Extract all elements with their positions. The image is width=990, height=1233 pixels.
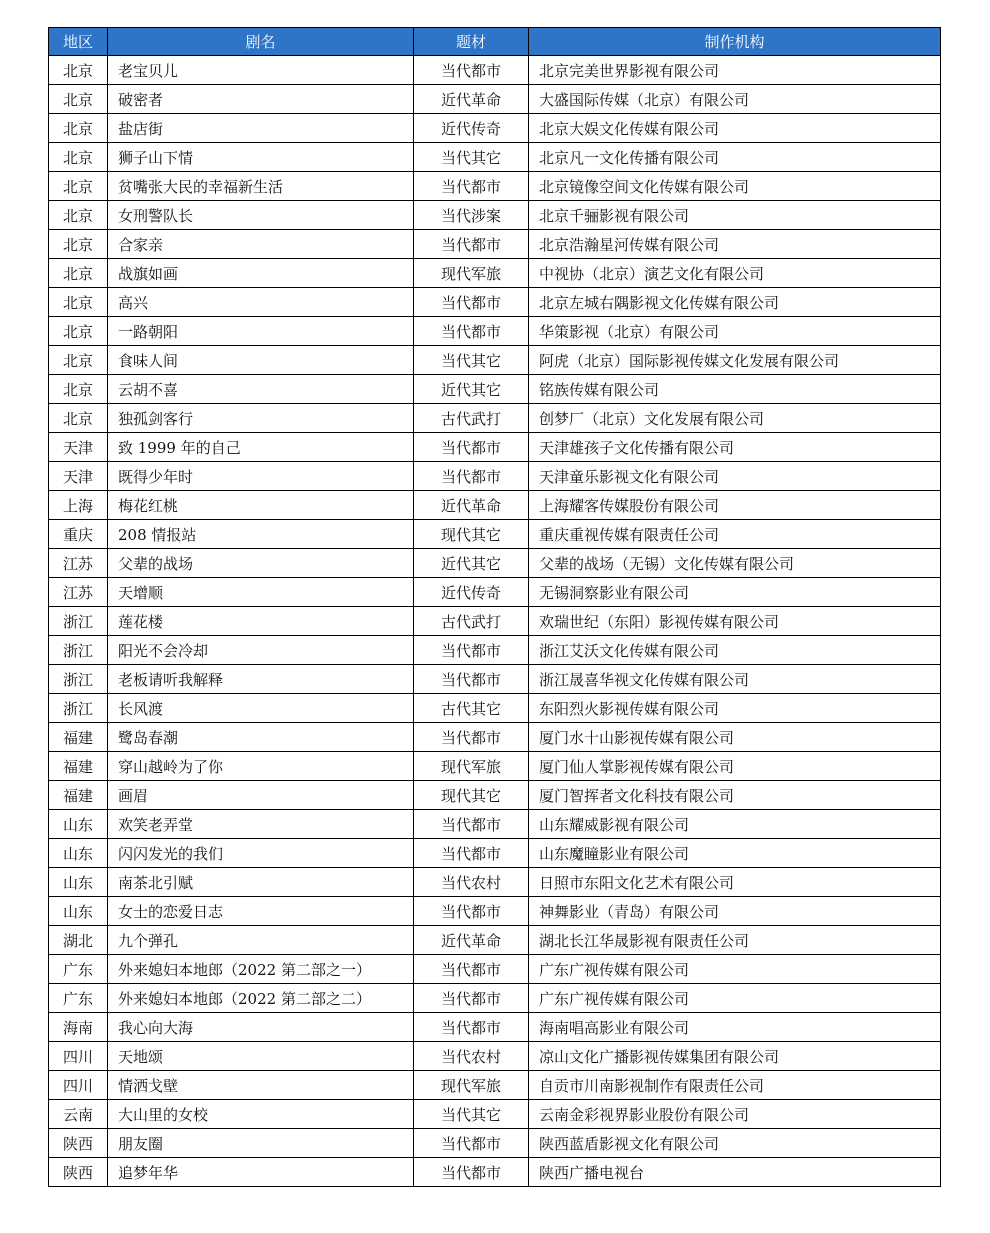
table-row bbox=[49, 114, 941, 143]
cell-title: 食味人间 bbox=[108, 346, 414, 375]
cell-title: 画眉 bbox=[108, 781, 414, 810]
cell-title: 破密者 bbox=[108, 85, 414, 114]
cell-company: 凉山文化广播影视传媒集团有限公司 bbox=[529, 1042, 941, 1071]
cell-company: 铭族传媒有限公司 bbox=[529, 375, 941, 404]
table-row bbox=[49, 346, 941, 375]
cell-region: 福建 bbox=[49, 723, 108, 752]
cell-region: 陕西 bbox=[49, 1129, 108, 1158]
cell-region: 山东 bbox=[49, 868, 108, 897]
table-row bbox=[49, 375, 941, 404]
cell-region: 上海 bbox=[49, 491, 108, 520]
cell-region: 四川 bbox=[49, 1042, 108, 1071]
cell-company: 中视协（北京）演艺文化有限公司 bbox=[529, 259, 941, 288]
cell-region: 浙江 bbox=[49, 607, 108, 636]
table-row bbox=[49, 172, 941, 201]
table-row bbox=[49, 665, 941, 694]
cell-region: 浙江 bbox=[49, 694, 108, 723]
cell-company: 日照市东阳文化艺术有限公司 bbox=[529, 868, 941, 897]
table-row bbox=[49, 955, 941, 984]
cell-title: 既得少年时 bbox=[108, 462, 414, 491]
cell-company: 北京大娱文化传媒有限公司 bbox=[529, 114, 941, 143]
table-row bbox=[49, 1042, 941, 1071]
cell-title: 女刑警队长 bbox=[108, 201, 414, 230]
cell-company: 湖北长江华晟影视有限责任公司 bbox=[529, 926, 941, 955]
cell-genre: 现代其它 bbox=[414, 520, 529, 549]
cell-company: 广东广视传媒有限公司 bbox=[529, 984, 941, 1013]
cell-genre: 当代都市 bbox=[414, 897, 529, 926]
table-row bbox=[49, 201, 941, 230]
cell-genre: 当代其它 bbox=[414, 143, 529, 172]
cell-company: 广东广视传媒有限公司 bbox=[529, 955, 941, 984]
cell-genre: 现代军旅 bbox=[414, 752, 529, 781]
cell-title: 大山里的女校 bbox=[108, 1100, 414, 1129]
cell-region: 北京 bbox=[49, 346, 108, 375]
cell-title: 外来媳妇本地郎（2022 第二部之二） bbox=[108, 984, 414, 1013]
cell-genre: 现代军旅 bbox=[414, 259, 529, 288]
cell-company: 厦门水十山影视传媒有限公司 bbox=[529, 723, 941, 752]
cell-title: 追梦年华 bbox=[108, 1158, 414, 1187]
table-row bbox=[49, 85, 941, 114]
header-region: 地区 bbox=[49, 28, 108, 56]
cell-title: 合家亲 bbox=[108, 230, 414, 259]
cell-company: 山东耀威影视有限公司 bbox=[529, 810, 941, 839]
cell-title: 阳光不会冷却 bbox=[108, 636, 414, 665]
cell-company: 陕西蓝盾影视文化有限公司 bbox=[529, 1129, 941, 1158]
table-row bbox=[49, 143, 941, 172]
cell-title: 208 情报站 bbox=[108, 520, 414, 549]
cell-region: 重庆 bbox=[49, 520, 108, 549]
cell-company: 北京千骊影视有限公司 bbox=[529, 201, 941, 230]
cell-region: 北京 bbox=[49, 259, 108, 288]
cell-title: 天增顺 bbox=[108, 578, 414, 607]
cell-title: 战旗如画 bbox=[108, 259, 414, 288]
table-row bbox=[49, 56, 941, 85]
cell-region: 江苏 bbox=[49, 578, 108, 607]
cell-region: 北京 bbox=[49, 201, 108, 230]
cell-company: 厦门仙人掌影视传媒有限公司 bbox=[529, 752, 941, 781]
cell-company: 天津童乐影视文化有限公司 bbox=[529, 462, 941, 491]
cell-region: 山东 bbox=[49, 810, 108, 839]
cell-genre: 近代革命 bbox=[414, 491, 529, 520]
cell-title: 独孤剑客行 bbox=[108, 404, 414, 433]
drama-list-table bbox=[48, 27, 941, 1187]
cell-company: 陕西广播电视台 bbox=[529, 1158, 941, 1187]
cell-genre: 当代都市 bbox=[414, 723, 529, 752]
header-title: 剧名 bbox=[108, 28, 414, 56]
table-body bbox=[49, 56, 941, 1187]
cell-company: 重庆重视传媒有限责任公司 bbox=[529, 520, 941, 549]
table-row bbox=[49, 520, 941, 549]
cell-genre: 近代传奇 bbox=[414, 578, 529, 607]
cell-company: 大盛国际传媒（北京）有限公司 bbox=[529, 85, 941, 114]
cell-region: 北京 bbox=[49, 172, 108, 201]
cell-region: 云南 bbox=[49, 1100, 108, 1129]
cell-region: 广东 bbox=[49, 984, 108, 1013]
cell-company: 云南金彩视界影业股份有限公司 bbox=[529, 1100, 941, 1129]
cell-title: 莲花楼 bbox=[108, 607, 414, 636]
cell-genre: 当代其它 bbox=[414, 1100, 529, 1129]
cell-title: 盐店街 bbox=[108, 114, 414, 143]
cell-title: 梅花红桃 bbox=[108, 491, 414, 520]
cell-company: 自贡市川南影视制作有限责任公司 bbox=[529, 1071, 941, 1100]
cell-genre: 当代都市 bbox=[414, 1158, 529, 1187]
cell-company: 浙江艾沃文化传媒有限公司 bbox=[529, 636, 941, 665]
header-company: 制作机构 bbox=[529, 28, 941, 56]
cell-title: 云胡不喜 bbox=[108, 375, 414, 404]
table-row bbox=[49, 694, 941, 723]
cell-title: 高兴 bbox=[108, 288, 414, 317]
cell-genre: 现代军旅 bbox=[414, 1071, 529, 1100]
cell-region: 江苏 bbox=[49, 549, 108, 578]
header-row bbox=[49, 28, 941, 56]
cell-region: 山东 bbox=[49, 897, 108, 926]
table-row bbox=[49, 549, 941, 578]
cell-title: 外来媳妇本地郎（2022 第二部之一） bbox=[108, 955, 414, 984]
cell-title: 闪闪发光的我们 bbox=[108, 839, 414, 868]
cell-region: 北京 bbox=[49, 85, 108, 114]
cell-title: 老宝贝儿 bbox=[108, 56, 414, 85]
cell-region: 福建 bbox=[49, 752, 108, 781]
cell-company: 厦门智挥者文化科技有限公司 bbox=[529, 781, 941, 810]
table-row bbox=[49, 839, 941, 868]
cell-company: 东阳烈火影视传媒有限公司 bbox=[529, 694, 941, 723]
cell-region: 北京 bbox=[49, 288, 108, 317]
cell-company: 阿虎（北京）国际影视传媒文化发展有限公司 bbox=[529, 346, 941, 375]
cell-title: 女士的恋爱日志 bbox=[108, 897, 414, 926]
cell-genre: 古代其它 bbox=[414, 694, 529, 723]
table-row bbox=[49, 723, 941, 752]
cell-region: 四川 bbox=[49, 1071, 108, 1100]
cell-company: 天津雄孩子文化传播有限公司 bbox=[529, 433, 941, 462]
cell-title: 穿山越岭为了你 bbox=[108, 752, 414, 781]
cell-genre: 古代武打 bbox=[414, 404, 529, 433]
table-row bbox=[49, 1013, 941, 1042]
table-row bbox=[49, 230, 941, 259]
cell-company: 北京完美世界影视有限公司 bbox=[529, 56, 941, 85]
table-row bbox=[49, 926, 941, 955]
cell-genre: 当代都市 bbox=[414, 288, 529, 317]
cell-genre: 现代其它 bbox=[414, 781, 529, 810]
table-row bbox=[49, 607, 941, 636]
cell-company: 海南唱高影业有限公司 bbox=[529, 1013, 941, 1042]
cell-genre: 当代都市 bbox=[414, 433, 529, 462]
cell-title: 狮子山下情 bbox=[108, 143, 414, 172]
cell-region: 北京 bbox=[49, 317, 108, 346]
cell-title: 一路朝阳 bbox=[108, 317, 414, 346]
cell-genre: 近代革命 bbox=[414, 85, 529, 114]
cell-genre: 近代其它 bbox=[414, 375, 529, 404]
table-row bbox=[49, 317, 941, 346]
table-row bbox=[49, 752, 941, 781]
table-row bbox=[49, 491, 941, 520]
cell-region: 海南 bbox=[49, 1013, 108, 1042]
table-row bbox=[49, 259, 941, 288]
cell-company: 北京镜像空间文化传媒有限公司 bbox=[529, 172, 941, 201]
cell-title: 贫嘴张大民的幸福新生活 bbox=[108, 172, 414, 201]
table-row bbox=[49, 984, 941, 1013]
table-row bbox=[49, 578, 941, 607]
cell-region: 天津 bbox=[49, 433, 108, 462]
table-row bbox=[49, 462, 941, 491]
cell-genre: 当代涉案 bbox=[414, 201, 529, 230]
cell-region: 北京 bbox=[49, 375, 108, 404]
cell-title: 我心向大海 bbox=[108, 1013, 414, 1042]
cell-company: 北京浩瀚星河传媒有限公司 bbox=[529, 230, 941, 259]
cell-title: 父辈的战场 bbox=[108, 549, 414, 578]
cell-genre: 当代都市 bbox=[414, 839, 529, 868]
table-row bbox=[49, 1158, 941, 1187]
table-row bbox=[49, 1071, 941, 1100]
cell-genre: 当代都市 bbox=[414, 56, 529, 85]
cell-genre: 当代都市 bbox=[414, 230, 529, 259]
cell-title: 长风渡 bbox=[108, 694, 414, 723]
cell-region: 北京 bbox=[49, 404, 108, 433]
table-row bbox=[49, 404, 941, 433]
cell-genre: 当代都市 bbox=[414, 665, 529, 694]
cell-title: 致 1999 年的自己 bbox=[108, 433, 414, 462]
cell-company: 欢瑞世纪（东阳）影视传媒有限公司 bbox=[529, 607, 941, 636]
cell-genre: 当代都市 bbox=[414, 317, 529, 346]
cell-company: 北京左城右隅影视文化传媒有限公司 bbox=[529, 288, 941, 317]
cell-company: 无锡洞察影业有限公司 bbox=[529, 578, 941, 607]
cell-title: 朋友圈 bbox=[108, 1129, 414, 1158]
cell-company: 浙江晟喜华视文化传媒有限公司 bbox=[529, 665, 941, 694]
table-row bbox=[49, 868, 941, 897]
cell-genre: 当代都市 bbox=[414, 1013, 529, 1042]
cell-genre: 当代农村 bbox=[414, 868, 529, 897]
cell-company: 创梦厂（北京）文化发展有限公司 bbox=[529, 404, 941, 433]
cell-company: 父辈的战场（无锡）文化传媒有限公司 bbox=[529, 549, 941, 578]
table-header bbox=[49, 28, 941, 56]
cell-region: 北京 bbox=[49, 143, 108, 172]
drama-list-table-container bbox=[48, 27, 940, 1187]
cell-title: 天地颂 bbox=[108, 1042, 414, 1071]
cell-company: 华策影视（北京）有限公司 bbox=[529, 317, 941, 346]
cell-company: 神舞影业（青岛）有限公司 bbox=[529, 897, 941, 926]
cell-region: 北京 bbox=[49, 114, 108, 143]
cell-title: 情洒戈壁 bbox=[108, 1071, 414, 1100]
cell-region: 浙江 bbox=[49, 636, 108, 665]
cell-region: 北京 bbox=[49, 56, 108, 85]
cell-company: 山东魔瞳影业有限公司 bbox=[529, 839, 941, 868]
cell-genre: 当代都市 bbox=[414, 462, 529, 491]
cell-genre: 近代其它 bbox=[414, 549, 529, 578]
cell-region: 广东 bbox=[49, 955, 108, 984]
cell-genre: 古代武打 bbox=[414, 607, 529, 636]
table-row bbox=[49, 1129, 941, 1158]
cell-company: 上海耀客传媒股份有限公司 bbox=[529, 491, 941, 520]
table-row bbox=[49, 288, 941, 317]
table-row bbox=[49, 897, 941, 926]
cell-title: 欢笑老弄堂 bbox=[108, 810, 414, 839]
cell-genre: 当代其它 bbox=[414, 346, 529, 375]
table-row bbox=[49, 433, 941, 462]
cell-genre: 近代革命 bbox=[414, 926, 529, 955]
cell-title: 南茶北引赋 bbox=[108, 868, 414, 897]
table-row bbox=[49, 781, 941, 810]
cell-region: 天津 bbox=[49, 462, 108, 491]
cell-genre: 当代都市 bbox=[414, 172, 529, 201]
cell-genre: 当代都市 bbox=[414, 636, 529, 665]
cell-region: 陕西 bbox=[49, 1158, 108, 1187]
table-row bbox=[49, 1100, 941, 1129]
cell-title: 九个弹孔 bbox=[108, 926, 414, 955]
cell-region: 湖北 bbox=[49, 926, 108, 955]
cell-title: 鹭岛春潮 bbox=[108, 723, 414, 752]
table-row bbox=[49, 636, 941, 665]
table-row bbox=[49, 810, 941, 839]
cell-region: 山东 bbox=[49, 839, 108, 868]
cell-company: 北京凡一文化传播有限公司 bbox=[529, 143, 941, 172]
cell-region: 福建 bbox=[49, 781, 108, 810]
cell-genre: 近代传奇 bbox=[414, 114, 529, 143]
cell-region: 北京 bbox=[49, 230, 108, 259]
cell-region: 浙江 bbox=[49, 665, 108, 694]
cell-genre: 当代农村 bbox=[414, 1042, 529, 1071]
header-genre: 题材 bbox=[414, 28, 529, 56]
cell-genre: 当代都市 bbox=[414, 955, 529, 984]
cell-genre: 当代都市 bbox=[414, 984, 529, 1013]
cell-genre: 当代都市 bbox=[414, 810, 529, 839]
cell-title: 老板请听我解释 bbox=[108, 665, 414, 694]
cell-genre: 当代都市 bbox=[414, 1129, 529, 1158]
